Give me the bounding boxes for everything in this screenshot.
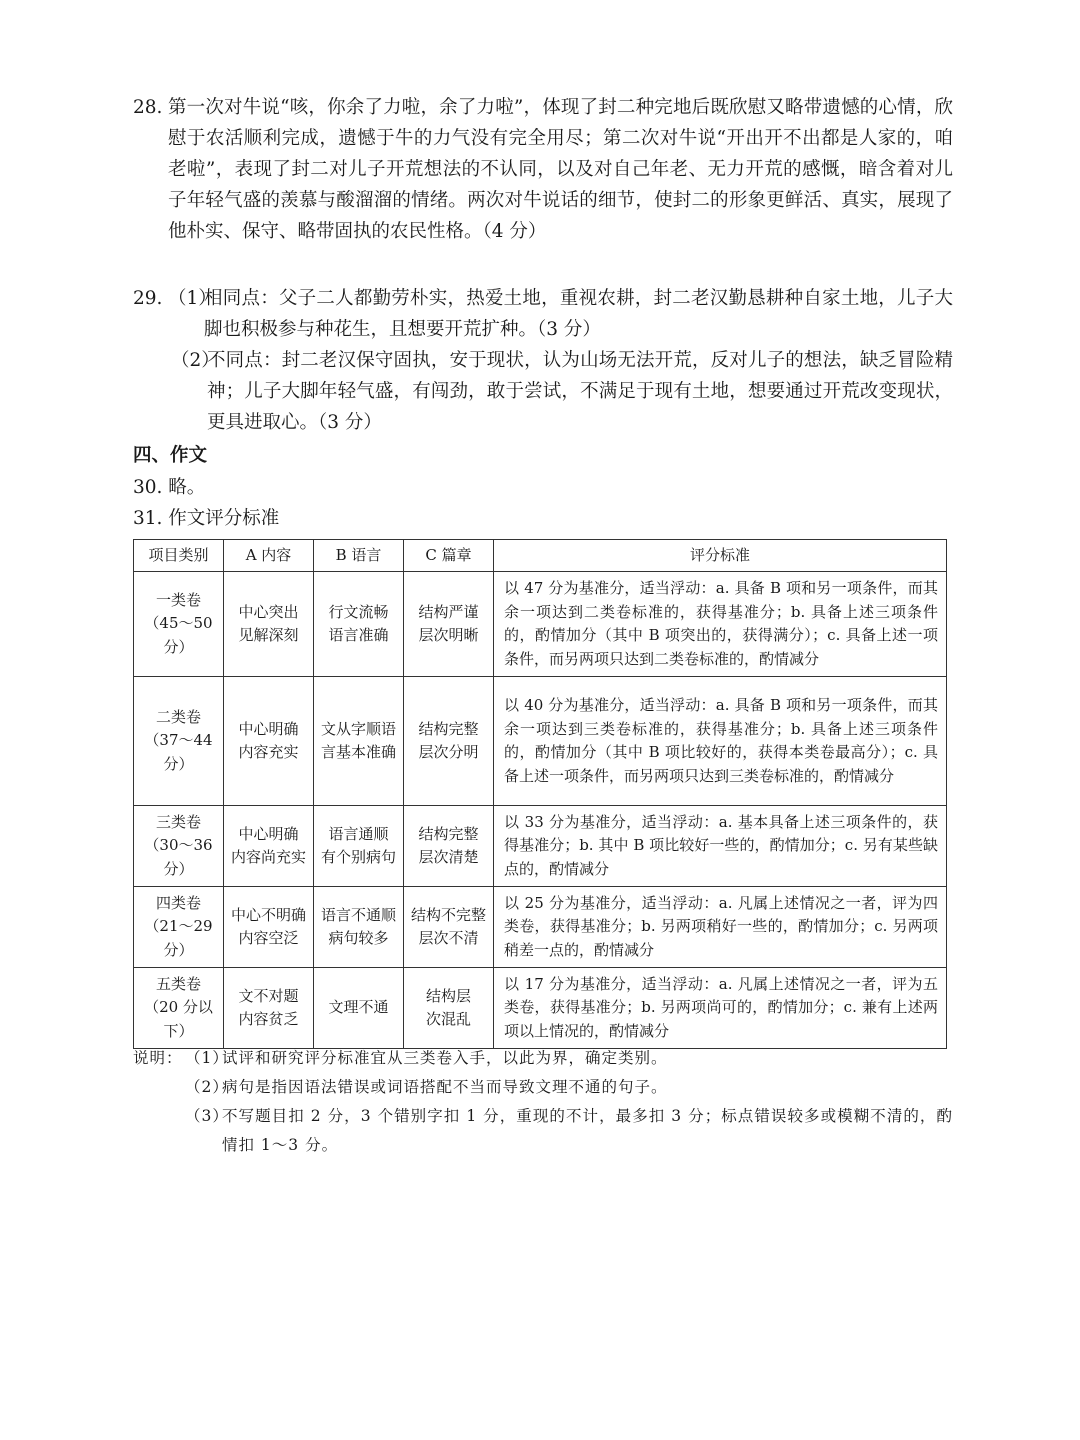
- structure-cell: 结构层 次混乱: [404, 968, 494, 1049]
- question-28: [133, 92, 953, 247]
- content-cell: 中心明确 内容尚充实: [224, 806, 314, 887]
- header-cell: 项目类别: [134, 540, 224, 572]
- note-text: 试评和研究评分标准宜从三类卷入手，以此为界，确定类别。: [222, 1049, 668, 1067]
- structure-cell: 结构不完整 层次不清: [404, 887, 494, 968]
- note-3: [133, 1102, 953, 1160]
- header-cell: C 篇章: [404, 540, 494, 572]
- section-heading: 四、作文: [133, 445, 208, 466]
- question-number: 28.: [133, 97, 163, 118]
- part-text: 不同点：封二老汉保守固执，安于现状，认为山场无法开荒，反对儿子的想法，缺乏冒险精神；儿子大脚年轻气盛，有闯劲，敢于尝试，不满足于现有土地，想要通过开荒改变现状，更具进取心。（3 分）: [207, 350, 953, 433]
- part-text: 相同点：父子二人都勤劳朴实，热爱土地，重视农耕，封二老汉勤恳耕种自家土地，儿子大脚也积极参与种花生，且想要开荒扩种。（3 分）: [204, 288, 953, 340]
- note-text: 病句是指因语法错误或词语搭配不当而导致文理不通的句子。: [222, 1078, 668, 1096]
- structure-cell: 结构完整 层次清楚: [404, 806, 494, 887]
- content-cell: 中心明确 内容充实: [224, 677, 314, 806]
- table-row: [134, 572, 947, 677]
- scoring-table: [133, 539, 947, 1049]
- note-label: 说明：: [133, 1049, 183, 1067]
- category-cell: 一类卷 （45～50 分）: [134, 572, 224, 677]
- question-29-part-1: [168, 283, 953, 345]
- standard-cell: 以 25 分为基准分，适当浮动：a. 凡属上述情况之一者，评为四类卷，获得基准分；b. 另两项稍好一些的，酌情加分；c. 另两项稍差一点的，酌情减分: [494, 887, 947, 968]
- language-cell: 文理不通: [314, 968, 404, 1049]
- category-cell: 三类卷 （30～36 分）: [134, 806, 224, 887]
- table-row: [134, 968, 947, 1049]
- table-row: [134, 806, 947, 887]
- language-cell: 文从字顺语 言基本准确: [314, 677, 404, 806]
- header-cell: A 内容: [224, 540, 314, 572]
- note-2: [133, 1073, 953, 1102]
- structure-cell: 结构严谨 层次明晰: [404, 572, 494, 677]
- content-cell: 中心突出 见解深刻: [224, 572, 314, 677]
- note-tag: （1）: [185, 1049, 229, 1067]
- question-29-part-2: [171, 345, 953, 438]
- content-cell: 中心不明确 内容空泛: [224, 887, 314, 968]
- category-cell: 四类卷 （21～29 分）: [134, 887, 224, 968]
- note-1: [133, 1044, 953, 1073]
- standard-cell: 以 33 分为基准分，适当浮动：a. 基本具备上述三项条件的，获得基准分；b. 其中 B 项比较好一些的，酌情加分；c. 另有某些缺点的，酌情减分: [494, 806, 947, 887]
- part-tag: （2）: [171, 350, 220, 371]
- table-header-row: [134, 540, 947, 572]
- note-text: 不写题目扣 2 分，3 个错别字扣 1 分，重现的不计，最多扣 3 分；标点错误较多或模糊不清的，酌情扣 1～3 分。: [222, 1107, 953, 1154]
- question-31: 31. 作文评分标准: [133, 508, 280, 529]
- standard-cell: 以 17 分为基准分，适当浮动：a. 凡属上述情况之一者，评为五类卷，获得基准分；b. 另两项尚可的，酌情加分；c. 兼有上述两项以上情况的，酌情减分: [494, 968, 947, 1049]
- note-tag: （3）: [185, 1107, 229, 1125]
- category-cell: 二类卷 （37～44 分）: [134, 677, 224, 806]
- question-30: 30. 略。: [133, 477, 206, 498]
- part-tag: （1）: [168, 288, 217, 309]
- note-tag: （2）: [185, 1078, 229, 1096]
- language-cell: 语言通顺 有个别病句: [314, 806, 404, 887]
- language-cell: 语言不通顺 病句较多: [314, 887, 404, 968]
- standard-cell: 以 47 分为基准分，适当浮动：a. 具备 B 项和另一项条件，而其余一项达到二类卷标准的，获得基准分；b. 具备上述三项条件的，酌情加分（其中 B 项突出的，获得满分）；c. 具备上述一项条件，而另两项只达到二类卷标准的，酌情减分: [494, 572, 947, 677]
- question-29: [133, 283, 953, 438]
- header-cell: 评分标准: [494, 540, 947, 572]
- table-row: [134, 887, 947, 968]
- question-28-answer: 第一次对牛说“咳，你余了力啦，余了力啦”，体现了封二种完地后既欣慰又略带遗憾的心情，欣慰于农活顺利完成，遗憾于牛的力气没有完全用尽；第二次对牛说“开出开不出都是人家的，咱老啦”，表现了封二对儿子开荒想法的不认同，以及对自己年老、无力开荒的感慨，暗含着对儿子年轻气盛的羡慕与酸溜溜的情绪。两次对牛说话的细节，使封二的形象更鲜活、真实，展现了他朴实、保守、略带固执的农民性格。（4 分）: [168, 97, 953, 242]
- content-cell: 文不对题 内容贫乏: [224, 968, 314, 1049]
- structure-cell: 结构完整 层次分明: [404, 677, 494, 806]
- standard-cell: 以 40 分为基准分，适当浮动：a. 具备 B 项和另一项条件，而其余一项达到三类卷标准的，获得基准分；b. 具备上述三项条件的，酌情加分（其中 B 项比较好的，获得本类卷最高分）；c. 具备上述一项条件，而另两项只达到三类卷标准的，酌情减分: [494, 677, 947, 806]
- language-cell: 行文流畅 语言准确: [314, 572, 404, 677]
- table-row: [134, 677, 947, 806]
- question-number: 29.: [133, 288, 163, 309]
- header-cell: B 语言: [314, 540, 404, 572]
- category-cell: 五类卷 （20 分以下）: [134, 968, 224, 1049]
